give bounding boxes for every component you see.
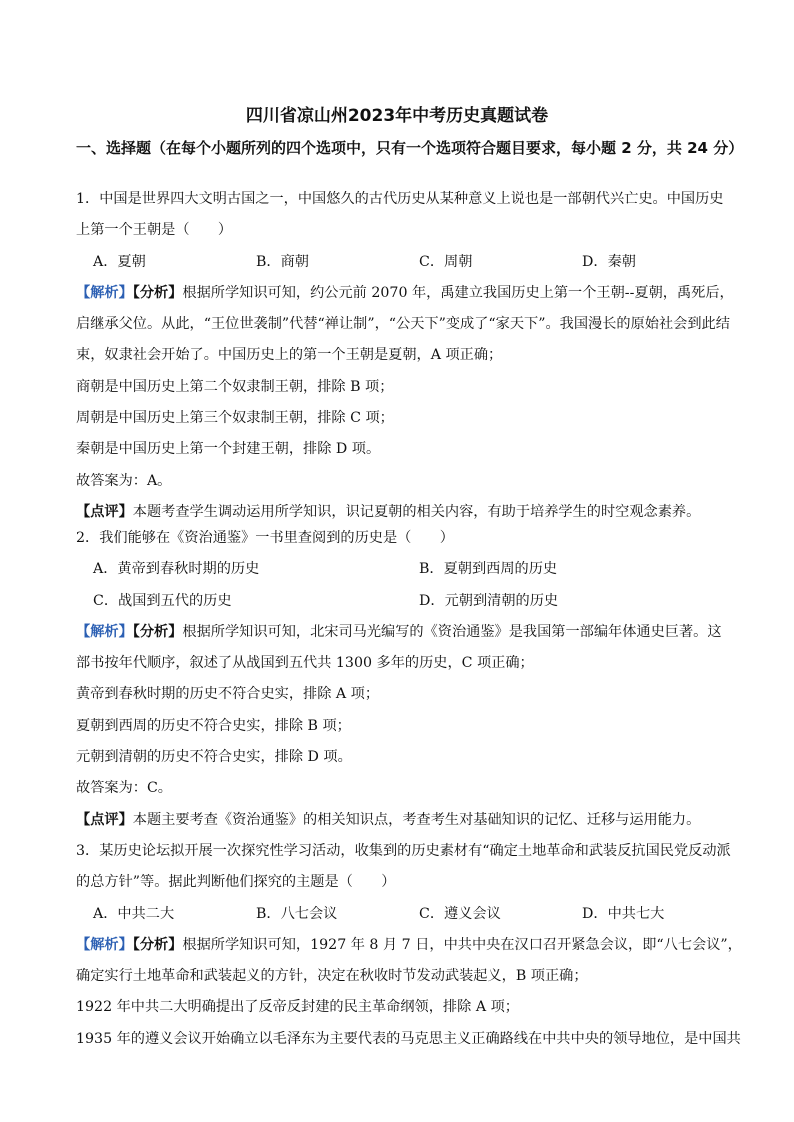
comment-line	[76, 805, 766, 836]
analysis-text: 周朝是中国历史上第三个奴隶制王朝，排除 C 项；	[76, 410, 394, 427]
question-stem: 1．中国是世界四大文明古国之一，中国悠久的古代历史从某种意义上说也是一部朝代兴亡史。中国历史	[76, 191, 724, 207]
analysis-text: 秦朝是中国历史上第一个封建王朝，排除 D 项。	[76, 441, 381, 458]
analysis-tag: 【解析】	[76, 936, 133, 953]
analysis-text: 部书按年代顺序，叙述了从战国到五代共 1300 多年的历史，C 项正确；	[76, 655, 534, 672]
comment-tag: 【点评】	[76, 503, 133, 520]
option-c: C．周朝	[419, 253, 473, 270]
option-c: C．战国到五代的历史	[93, 592, 232, 609]
option-a: A．夏朝	[93, 253, 146, 270]
analysis-text: 束，奴隶社会开始了。中国历史上的第一个王朝是夏朝，A 项正确；	[76, 347, 503, 364]
analysis-text: 确定实行土地革命和武装起义的方针，决定在秋收时节发动武装起义，B 项正确；	[76, 968, 588, 985]
analysis-line	[76, 278, 766, 309]
section-heading: 一、选择题（在每个小题所列的四个选项中，只有一个选项符合题目要求，每小题 2 分，共 24 分）	[76, 139, 744, 157]
option-b: B．夏朝到西周的历史	[419, 561, 558, 578]
option-a: A．中共二大	[93, 905, 175, 922]
option-b: B．商朝	[256, 253, 309, 270]
option-c: C．遵义会议	[419, 905, 501, 922]
analysis-text: 商朝是中国历史上第二个奴隶制王朝，排除 B 项；	[76, 378, 394, 395]
question-stem: 的总方针”等。据此判断他们探究的主题是（ ）	[76, 874, 396, 891]
option-a: A．黄帝到春秋时期的历史	[93, 561, 260, 578]
analysis-text: 启继承父位。从此，“王位世袭制”代替“禅让制”，“公天下”变成了“家天下”。我国漫长的原始社会到此结	[76, 316, 730, 333]
analysis-text: 根据所学知识可知，1927 年 8 月 7 日，中共中央在汉口召开紧急会议，即“八七会议”，	[182, 936, 742, 953]
option-list	[76, 586, 766, 617]
option-b: B．八七会议	[256, 905, 338, 922]
answer-line: 故答案为：C。	[76, 780, 172, 797]
answer-line: 故答案为：A。	[76, 472, 172, 489]
comment-tag: 【点评】	[76, 811, 133, 828]
comment-text: 本题主要考查《资治通鉴》的相关知识点，考查考生对基础知识的记忆、迁移与运用能力。	[132, 811, 701, 828]
analysis-text: 1922 年中共二大明确提出了反帝反封建的民主革命纲领，排除 A 项；	[76, 999, 519, 1016]
option-list	[76, 899, 766, 930]
option-list	[76, 554, 766, 585]
analysis-subtag: 【分析】	[132, 623, 183, 640]
analysis-tag: 【解析】	[76, 284, 133, 301]
analysis-line	[76, 617, 766, 648]
analysis-tag: 【解析】	[76, 623, 133, 640]
analysis-line	[76, 930, 766, 961]
question-2	[76, 523, 766, 836]
question-3	[76, 836, 766, 1055]
analysis-text: 黄帝到春秋时期的历史不符合史实，排除 A 项；	[76, 686, 380, 703]
question-stem: 3．某历史论坛拟开展一次探究性学习活动，收集到的历史素材有“确定土地革命和武装反抗国民党反动派	[76, 843, 731, 859]
comment-text: 本题考查学生调动运用所学知识，识记夏朝的相关内容，有助于培养学生的时空观念素养。	[132, 503, 701, 520]
question-stem: 2．我们能够在《资治通鉴》一书里查阅到的历史是（ ）	[76, 530, 454, 546]
analysis-text: 1935 年的遵义会议开始确立以毛泽东为主要代表的马克思主义正确路线在中共中央的领导地位，是中国共	[76, 1030, 741, 1047]
question-stem: 上第一个王朝是（ ）	[76, 222, 233, 239]
analysis-text: 元朝到清朝的历史不符合史实，排除 D 项。	[76, 749, 352, 766]
analysis-subtag: 【分析】	[132, 284, 183, 301]
analysis-text: 夏朝到西周的历史不符合史实，排除 B 项；	[76, 717, 351, 734]
option-d: D．中共七大	[582, 905, 665, 922]
analysis-subtag: 【分析】	[132, 936, 183, 953]
analysis-text: 根据所学知识可知，北宋司马光编写的《资治通鉴》是我国第一部编年体通史巨著。这	[182, 623, 722, 640]
option-d: D．元朝到清朝的历史	[419, 592, 559, 609]
page-title: 四川省凉山州2023年中考历史真题试卷	[245, 106, 549, 126]
question-1	[76, 184, 766, 528]
option-d: D．秦朝	[582, 253, 636, 270]
option-list	[76, 247, 766, 278]
analysis-text: 根据所学知识可知，约公元前 2070 年，禹建立我国历史上第一个王朝--夏朝，禹死后，	[182, 284, 734, 301]
